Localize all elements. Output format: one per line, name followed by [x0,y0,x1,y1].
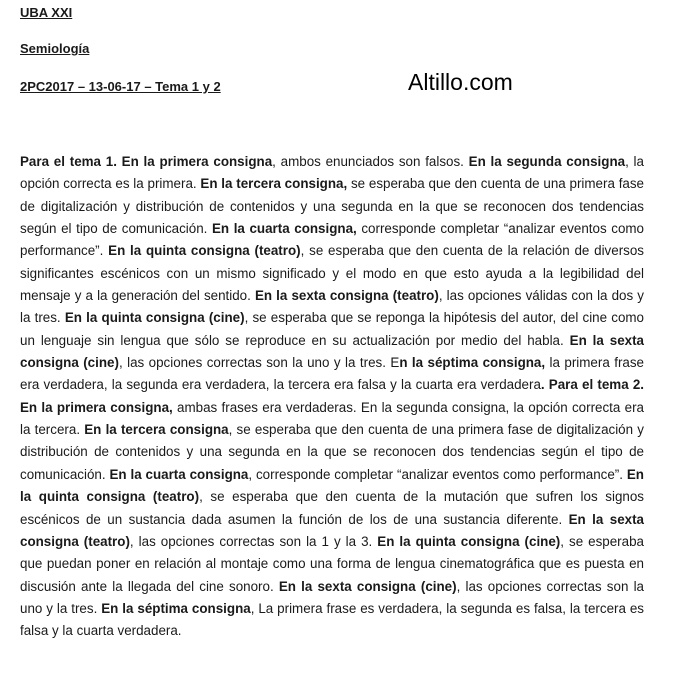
text-run: , las opciones correctas son la uno y la tres. E [118,355,400,371]
bold-text-run: En la quinta consigna (cine) [377,533,561,549]
bold-text-run: En la quinta consigna (cine) [64,310,245,326]
bold-text-run: En la sexta consigna (teatro) [254,288,439,304]
answer-key-paragraph [20,151,644,643]
subject-heading: Semiología [20,41,90,56]
text-run: la primera frase era verdadera, la segunda era verdadera, la tercera era falsa y la cuarta era verdadera [20,355,644,393]
text-run: , ambos enunciados son falsos. [272,154,469,169]
text-run: , la opción correcta es la primera. [20,154,644,192]
text-run: , se esperaba que se reponga la hipótesis del autor, del cine como un lenguaje sin lengua que sólo se reproduce en su actualización por medio del habla. [20,310,645,348]
bold-text-run: En la sexta consigna (teatro) [20,511,644,549]
bold-text-run: En la cuarta consigna, [211,221,357,237]
text-run: , se esperaba que puedan poner en relación al montaje como una forma de lengua cinematográfica que es puesta en discusión ante la llegada del cine sonoro. [20,533,644,594]
text-run: , se esperaba que den cuenta de una primera fase de digitalización y distribución de contenidos y una segunda en la que se reconocen dos tendencias según el tipo de comunicación. [20,422,644,482]
bold-text-run: En la quinta consigna (teatro) [108,243,301,259]
bold-text-run: En la séptima consigna [101,600,251,616]
text-run: , La primera frase es verdadera, la segunda es falsa, la tercera es falsa y la cuarta verdadera. [20,600,644,639]
text-run: , las opciones válidas con la dos y la tres. [20,288,644,326]
bold-text-run: Para el tema 1. En la primera consigna [20,154,273,169]
text-run: , corresponde completar “analizar eventos como performance”. [248,466,627,482]
institution-heading: UBA XXI [20,5,73,20]
text-run: se esperaba que den cuenta de una primera fase de digitalización y distribución de contenidos y una segunda en la que se reconocen dos tendencias según el tipo de comunicación. [20,176,645,237]
bold-text-run: n la séptima consigna, [399,355,546,371]
text-run: , las opciones correctas son la 1 y la 3. [129,533,378,549]
text-run: , las opciones correctas son la uno y la tres. [20,578,644,616]
text-run: ambas frases era verdaderas. En la segunda consigna, la opción correcta era la tercera. [20,399,644,438]
site-watermark: Altillo.com [408,69,513,95]
bold-text-run: En la tercera consigna, [200,176,348,192]
bold-text-run: En la sexta consigna (cine) [20,332,645,371]
bold-text-run: En la quinta consigna (teatro) [20,466,644,505]
exam-heading: 2PC2017 – 13-06-17 – Tema 1 y 2 [20,79,221,94]
text-run: , se esperaba que den cuenta de la mutación que sufren los signos escénicos de un sustancia dada asumen la función de los de una sustancia diferente. [20,489,644,527]
bold-text-run: . Para el tema 2. En la primera consigna, [20,377,644,415]
bold-text-run: En la segunda consigna [468,154,626,169]
text-run: corresponde completar “analizar eventos como performance”. [20,221,644,259]
bold-text-run: En la cuarta consigna [109,466,249,482]
text-run: , se esperaba que den cuenta de la relación de diversos significantes escénicos con un mismo significado y el modo en que esto ayuda a la legibilidad del mensaje y a la generación del sentido. [20,243,644,304]
bold-text-run: En la sexta consigna (cine) [278,578,457,594]
bold-text-run: En la tercera consigna [84,422,229,438]
